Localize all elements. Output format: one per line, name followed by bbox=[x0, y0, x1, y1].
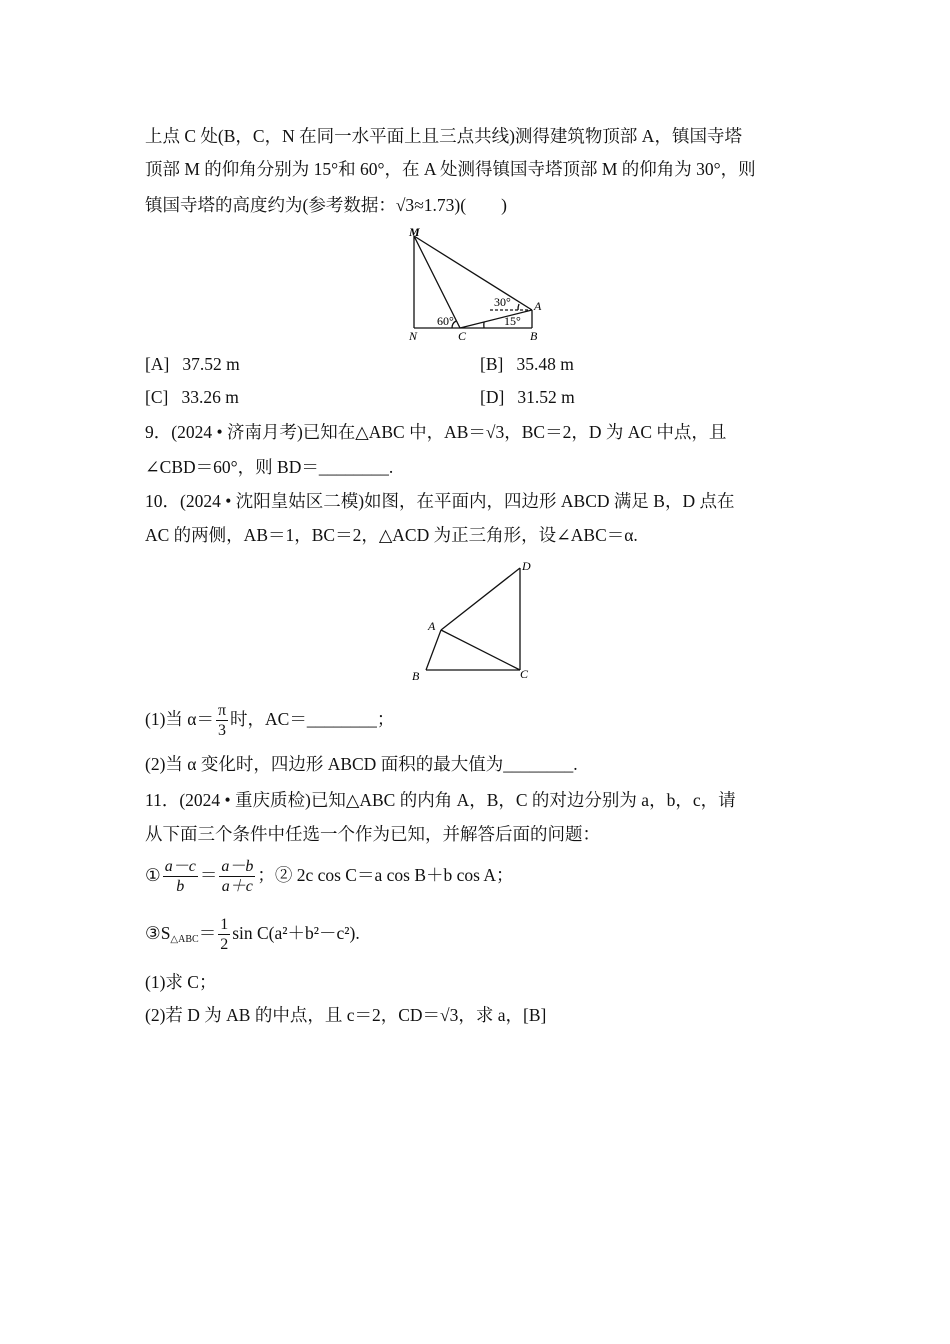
cond-3-equals: ＝ bbox=[198, 923, 217, 943]
sqrt3-symbol: √3 bbox=[395, 195, 415, 215]
q8-line-1: 上点 C 处(B，C，N 在同一水平面上且三点共线)测得建筑物顶部 A，镇国寺塔 bbox=[145, 126, 742, 146]
option-a-label: [A] bbox=[145, 354, 170, 374]
frac-numerator: π bbox=[217, 702, 227, 720]
frac-numerator: a－b bbox=[221, 858, 254, 876]
q8-line-3 bbox=[145, 193, 507, 217]
q10-line-2: AC 的两侧，AB＝1，BC＝2，△ACD 为正三角形，设∠ABC＝α. bbox=[145, 525, 638, 545]
q8-figure bbox=[400, 224, 560, 346]
pi-over-3-fraction bbox=[216, 701, 228, 740]
label-D: D bbox=[522, 559, 531, 573]
q11-condition-1-2 bbox=[145, 854, 514, 896]
cond-1-mark: ① bbox=[145, 865, 161, 885]
label-B: B bbox=[412, 669, 420, 683]
frac-denominator: a＋c bbox=[221, 878, 253, 896]
angle-30-label: 30° bbox=[494, 295, 511, 309]
q8-line-3-tail: ≈1.73)( ) bbox=[414, 195, 507, 215]
q11-condition-3 bbox=[145, 912, 360, 961]
q11-line-2: 从下面三个条件中任选一个作为已知，并解答后面的问题： bbox=[145, 824, 600, 844]
q9-line-1: 9．(2024 • 济南月考)已知在△ABC 中，AB＝√3，BC＝2，D 为 AC 中点，且 bbox=[145, 422, 727, 442]
frac-denominator: b bbox=[176, 878, 185, 896]
frac-denominator: 2 bbox=[220, 936, 229, 954]
option-b-label: [B] bbox=[480, 354, 504, 374]
q10-line-1: 10．(2024 • 沈阳皇姑区二模)如图，在平面内，四边形 ABCD 满足 B，D 点在 bbox=[145, 491, 735, 511]
frac-numerator: a－c bbox=[164, 858, 196, 876]
frac-numerator: 1 bbox=[220, 916, 229, 934]
option-a-value: 37.52 m bbox=[182, 354, 240, 374]
q11-part-1: (1)求 C； bbox=[145, 972, 217, 992]
label-A: A bbox=[534, 299, 542, 313]
cond-1-fraction-right bbox=[219, 857, 255, 896]
cond-3-subscript: △ABC bbox=[170, 934, 199, 945]
option-b-value: 35.48 m bbox=[516, 354, 574, 374]
cond-1-equals: ＝ bbox=[199, 865, 218, 885]
option-b[interactable] bbox=[480, 352, 574, 376]
q10-part-1-tail: 时，AC＝________； bbox=[230, 709, 395, 729]
label-A: A bbox=[428, 619, 436, 633]
label-C: C bbox=[458, 329, 467, 343]
one-half-fraction bbox=[218, 915, 230, 954]
q8-line-3-text: 镇国寺塔的高度约为(参考数据： bbox=[145, 195, 396, 215]
option-a[interactable] bbox=[145, 352, 240, 376]
option-d-value: 31.52 m bbox=[517, 387, 575, 407]
option-d[interactable] bbox=[480, 385, 575, 409]
cond-1-2-tail: ；② 2c cos C＝a cos B＋b cos A； bbox=[257, 865, 514, 885]
option-c[interactable] bbox=[145, 385, 239, 409]
option-c-label: [C] bbox=[145, 387, 169, 407]
q10-part-1-text: (1)当 α＝ bbox=[145, 709, 214, 729]
q10-figure bbox=[408, 556, 538, 686]
q8-line-2: 顶部 M 的仰角分别为 15°和 60°，在 A 处测得镇国寺塔顶部 M 的仰角为 30°，则 bbox=[145, 159, 756, 179]
label-C: C bbox=[520, 667, 529, 681]
q10-part-2: (2)当 α 变化时，四边形 ABCD 面积的最大值为________. bbox=[145, 754, 578, 774]
cond-3-tail: sin C(a²＋b²－c²). bbox=[232, 923, 360, 943]
angle-60-label: 60° bbox=[437, 314, 454, 328]
frac-denominator: 3 bbox=[217, 722, 226, 740]
option-d-label: [D] bbox=[480, 387, 505, 407]
q10-part-1 bbox=[145, 700, 394, 740]
q9-line-2: ∠CBD＝60°，则 BD＝________. bbox=[145, 457, 394, 477]
cond-3-mark: ③S bbox=[145, 923, 171, 943]
angle-15-label: 15° bbox=[504, 314, 521, 328]
label-M: M bbox=[409, 225, 420, 239]
q11-line-1: 11．(2024 • 重庆质检)已知△ABC 的内角 A，B，C 的对边分别为 a，b，c，请 bbox=[145, 790, 736, 810]
q11-part-2: (2)若 D 为 AB 的中点，且 c＝2，CD＝√3，求 a，[B] bbox=[145, 1005, 547, 1025]
label-N: N bbox=[409, 329, 418, 343]
option-c-value: 33.26 m bbox=[181, 387, 239, 407]
label-B: B bbox=[530, 329, 538, 343]
cond-1-fraction-left bbox=[163, 857, 198, 896]
